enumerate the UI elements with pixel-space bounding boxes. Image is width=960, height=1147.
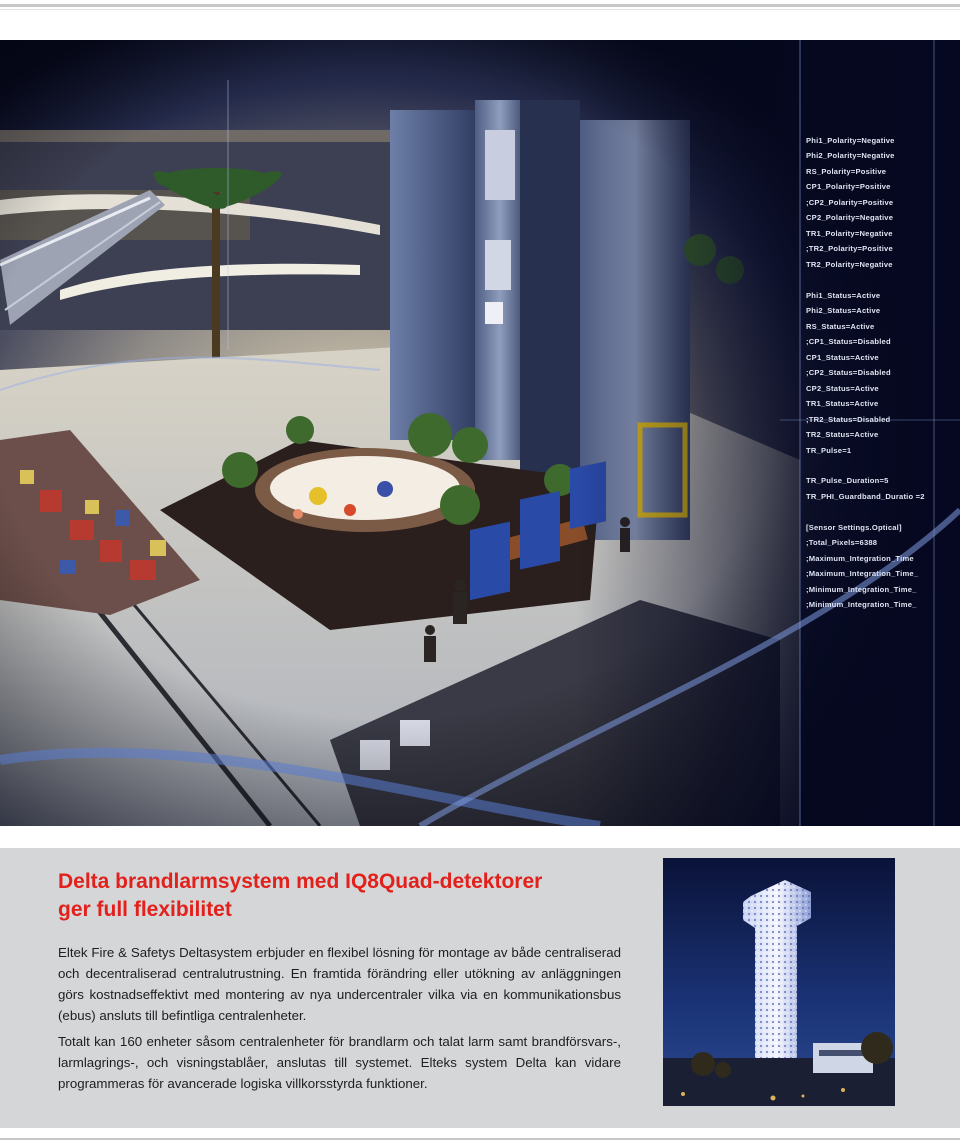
bottom-rule — [0, 1138, 960, 1140]
article-paragraph-1: Eltek Fire & Safetys Deltasystem erbjuder en flexibel lösning för montage av både centraliserad och decentraliserad centralutrustning. En framtida förändring eller utökning av anläggningen görs kostnadseffektivt med montering av nya undercentraler vilka via en kommunikationsbus (ebus) ansluts till befintliga centralenheter. — [58, 945, 621, 1023]
status-line: Phi1_Status=Active — [806, 291, 881, 300]
tower-illustration — [663, 858, 895, 1106]
status-line: TR1_Polarity=Negative — [806, 229, 893, 238]
top-rule-thin — [0, 9, 960, 10]
status-line: ;Maximum_Integration_Time_ — [806, 569, 919, 578]
status-line: Phi2_Polarity=Negative — [806, 151, 895, 160]
status-line: ;CP2_Status=Disabled — [806, 368, 891, 377]
status-line: Phi2_Status=Active — [806, 306, 881, 315]
status-line: CP1_Polarity=Positive — [806, 182, 891, 191]
status-line: ;CP1_Status=Disabled — [806, 337, 891, 346]
headline-line-2: ger full flexibilitet — [58, 898, 232, 921]
status-line: RS_Polarity=Positive — [806, 167, 887, 176]
status-line: ;Minimum_Integration_Time_ — [806, 600, 917, 609]
status-line: ;Minimum_Integration_Time_ — [806, 585, 917, 594]
status-line: TR_PHI_Guardband_Duratio =2 — [806, 492, 925, 501]
status-line: RS_Status=Active — [806, 322, 875, 331]
hero-mall-photo — [0, 40, 960, 826]
headline-line-1: Delta brandlarmsystem med IQ8Quad-detektorer — [58, 870, 543, 893]
article-headline — [58, 868, 638, 924]
article-paragraph-2: Totalt kan 160 enheter såsom centralenheter för brandlarm och talat larm samt brandförsvars-, larmlagrings-, och visningstablåer, anslutas till systemet. Elteks system Delta kan vidare programmeras för avancerade logiska villkorsstyrda funktioner. — [58, 1034, 621, 1091]
status-line: TR_Pulse=1 — [806, 446, 852, 455]
tower-photo — [663, 858, 895, 1106]
status-line: CP1_Status=Active — [806, 353, 879, 362]
status-line: Phi1_Polarity=Negative — [806, 136, 895, 145]
status-line: ;CP2_Polarity=Positive — [806, 198, 894, 207]
status-line: [Sensor Settings.Optical] — [806, 523, 902, 532]
status-line: CP2_Status=Active — [806, 384, 879, 393]
status-line: TR1_Status=Active — [806, 399, 879, 408]
status-line: ;TR2_Polarity=Positive — [806, 244, 893, 253]
status-line: CP2_Polarity=Negative — [806, 213, 894, 222]
status-line: ;Maximum_Integration_Time — [806, 554, 914, 563]
status-line: TR_Pulse_Duration=5 — [806, 476, 889, 485]
status-line: TR2_Polarity=Negative — [806, 260, 893, 269]
top-rule — [0, 4, 960, 7]
status-line: ;Total_Pixels=6388 — [806, 538, 878, 547]
status-line: ;TR2_Status=Disabled — [806, 415, 891, 424]
status-line: TR2_Status=Active — [806, 430, 879, 439]
